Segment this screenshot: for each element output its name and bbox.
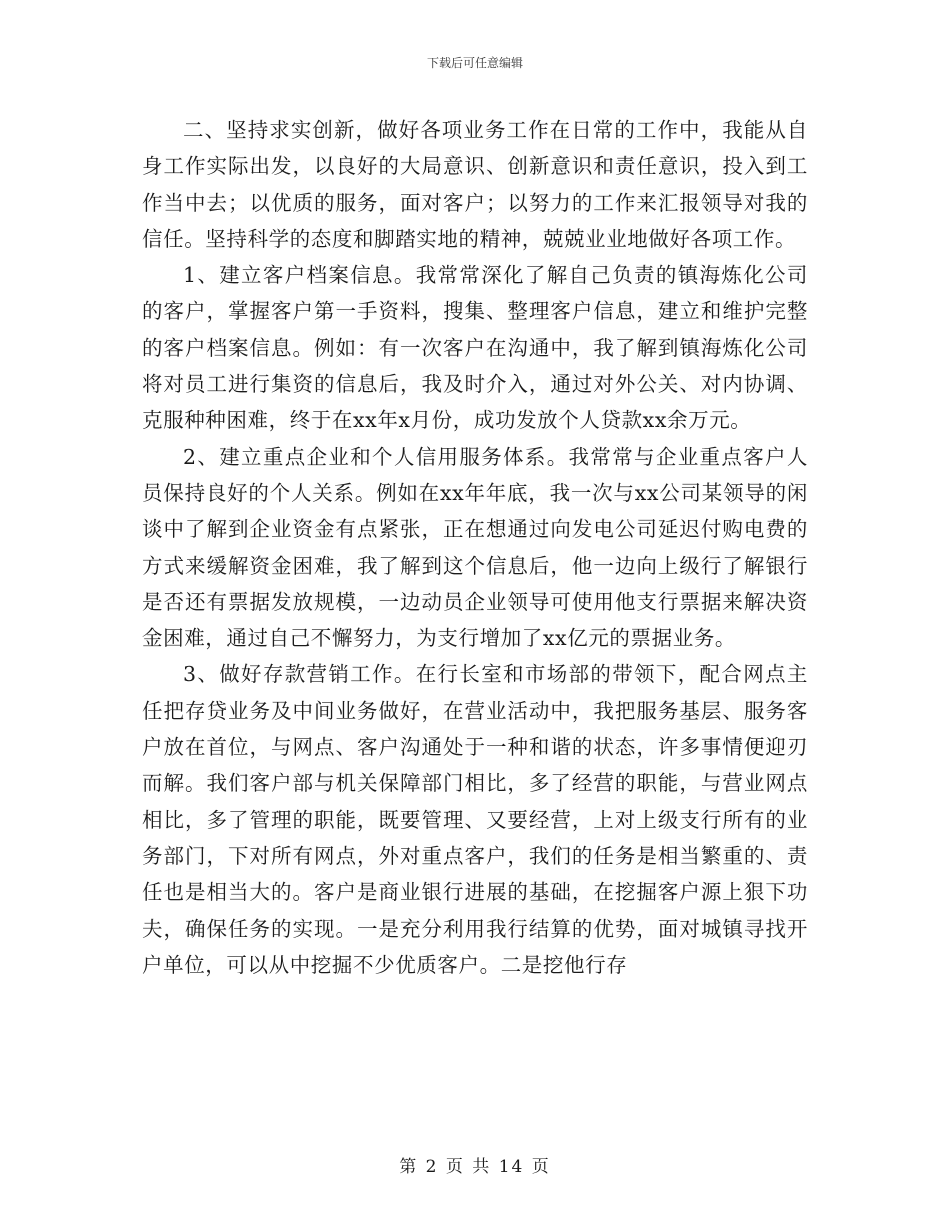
paragraph-section-two: 二、坚持求实创新，做好各项业务工作在日常的工作中，我能从自身工作实际出发，以良好的大局意识、创新意识和责任意识，投入到工作当中去；以优质的服务，面对客户；以努力的工作来汇报领导对我的信任。坚持科学的态度和脚踏实地的精神，兢兢业业地做好各项工作。	[142, 118, 808, 251]
page-header-note: 下载后可任意编辑	[426, 56, 523, 70]
paragraph-item-two: 2、建立重点企业和个人信用服务体系。我常常与企业重点客户人员保持良好的个人关系。例如在xx年年底，我一次与xx公司某领导的闲谈中了解到企业资金有点紧张，正在想通过向发电公司延迟付购电费的方式来缓解资金困难，我了解到这个信息后，他一边向上级行了解银行是否还有票据发放规模，一边动员企业领导可使用他支行票据来解决资金困难，通过自己不懈努力，为支行增加了xx亿元的票据业务。	[142, 444, 808, 651]
paragraph-item-three: 3、做好存款营销工作。在行长室和市场部的带领下，配合网点主任把存贷业务及中间业务做好，在营业活动中，我把服务基层、服务客户放在首位，与网点、客户沟通处于一种和谐的状态，许多事情便迎刃而解。我们客户部与机关保障部门相比，多了经营的职能，与营业网点相比，多了管理的职能，既要管理、又要经营，上对上级支行所有的业务部门，下对所有网点，外对重点客户，我们的任务是相当繁重的、责任也是相当大的。客户是商业银行进展的基础，在挖掘客户源上狠下功夫，确保任务的实现。一是充分利用我行结算的优势，面对城镇寻找开户单位，可以从中挖掘不少优质客户。二是挖他行存	[142, 662, 808, 977]
page-number: 第 2 页 共 14 页	[399, 1157, 551, 1177]
document-body	[142, 112, 808, 983]
paragraph-item-one: 1、建立客户档案信息。我常常深化了解自己负责的镇海炼化公司的客户，掌握客户第一手资料，搜集、整理客户信息，建立和维护完整的客户档案信息。例如：有一次客户在沟通中，我了解到镇海炼化公司将对员工进行集资的信息后，我及时介入，通过对外公关、对内协调、克服种种困难，终于在xx年x月份，成功发放个人贷款xx余万元。	[142, 263, 808, 433]
